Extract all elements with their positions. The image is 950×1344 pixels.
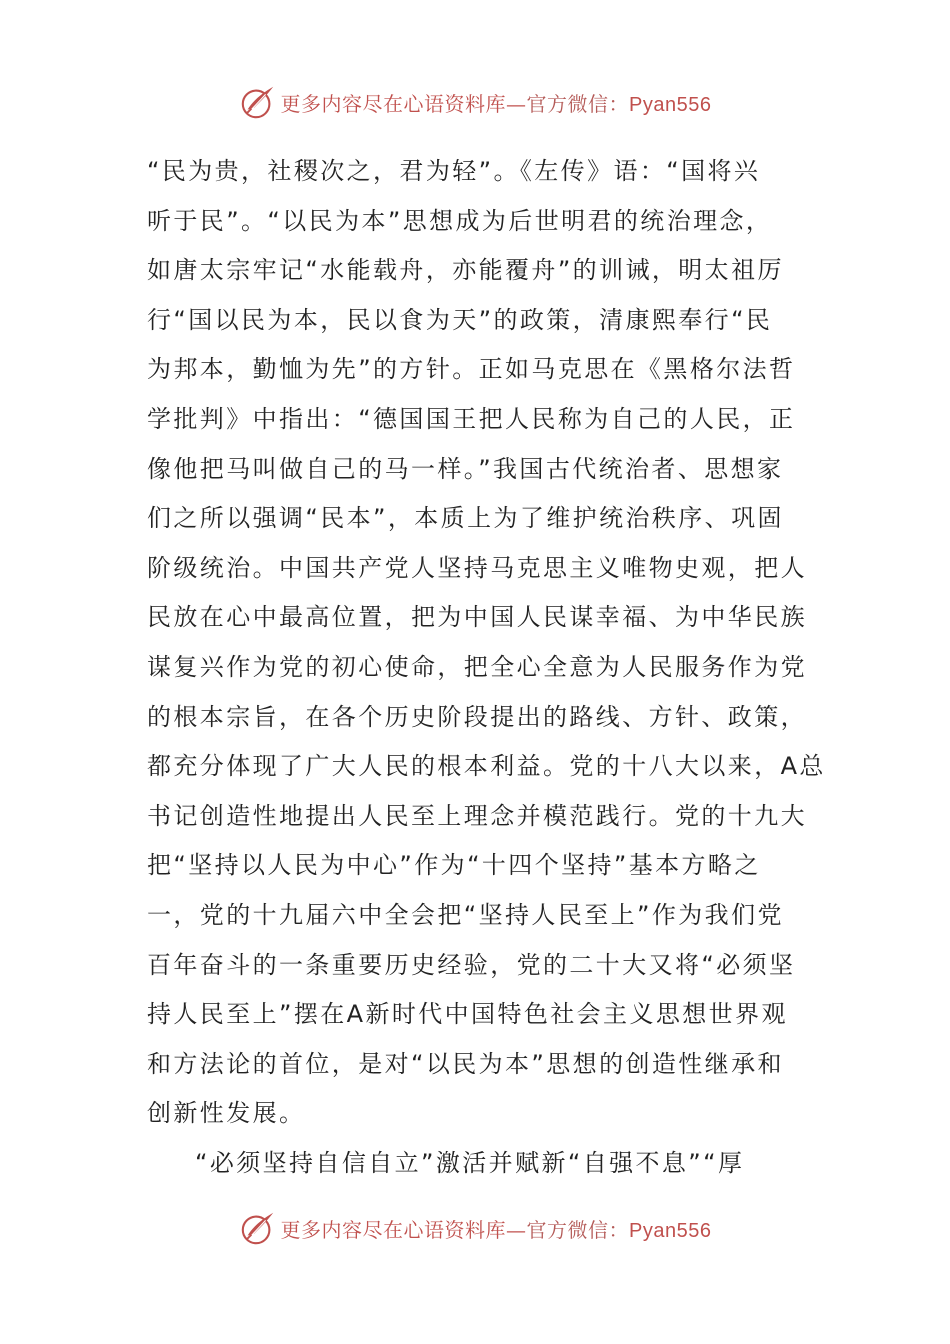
text-line: 听于民”。“以民为本”思想成为后世明君的统治理念，	[147, 206, 773, 235]
text-line: 和方法论的首位，是对“以民为本”思想的创造性继承和	[147, 1049, 784, 1078]
text-line: 如唐太宗牢记“水能载舟，亦能覆舟”的训诫，明太祖厉	[147, 256, 784, 285]
text-line: 阶级统治。中国共产党人坚持马克思主义唯物史观，把人	[147, 553, 807, 582]
banner-wechat-label: 官方微信：	[526, 1217, 630, 1242]
quill-logo-icon	[239, 1209, 277, 1247]
banner-text	[281, 1214, 712, 1243]
text-line: 为邦本，勤恤为先”的方针。正如马克思在《黑格尔法哲	[147, 355, 796, 384]
text-line: 持人民至上”摆在A新时代中国特色社会主义思想世界观	[147, 1000, 788, 1029]
text-line: 学批判》中指出：“德国国王把人民称为自己的人民，正	[147, 404, 796, 433]
text-line: 书记创造性地提出人民至上理念并模范践行。党的十九大	[147, 801, 807, 830]
banner-content	[239, 1209, 712, 1247]
banner-wechat-id: Pyan556	[629, 1219, 712, 1242]
banner-content	[239, 83, 712, 121]
banner-wechat-label: 官方微信：	[526, 91, 630, 116]
banner-site-name: 更多内容尽在心语资料库—	[280, 1217, 527, 1242]
text-line: 们之所以强调“民本”，本质上为了维护统治秩序、巩固	[147, 504, 784, 533]
text-line: 创新性发展。	[147, 1099, 306, 1128]
text-line: 都充分体现了广大人民的根本利益。党的十八大以来，A总	[147, 752, 826, 781]
text-line: 行“国以民为本，民以食为天”的政策，清康熙奉行“民	[147, 305, 773, 334]
text-line: 民放在心中最高位置，把为中国人民谋幸福、为中华民族	[147, 603, 807, 632]
text-line: 一，党的十九届六中全会把“坚持人民至上”作为我们党	[147, 900, 784, 929]
text-line: 像他把马叫做自己的马一样。”我国古代统治者、思想家	[147, 454, 784, 483]
header-banner	[0, 80, 950, 124]
banner-site-name: 更多内容尽在心语资料库—	[280, 91, 527, 116]
text-line: 的根本宗旨，在各个历史阶段提出的路线、方针、政策，	[147, 702, 807, 731]
document-body	[147, 147, 826, 1188]
text-line: 把“坚持以人民为中心”作为“十四个坚持”基本方略之	[147, 851, 761, 880]
text-line: “民为贵，社稷次之，君为轻”。《左传》语：“国将兴	[147, 157, 761, 185]
banner-wechat-id: Pyan556	[629, 93, 712, 116]
banner-text	[281, 88, 712, 117]
quill-logo-icon	[239, 83, 277, 121]
paragraph-start-line: “必须坚持自信自立”激活并赋新“自强不息”“厚	[195, 1148, 745, 1177]
text-line: 谋复兴作为党的初心使命，把全心全意为人民服务作为党	[147, 652, 807, 681]
footer-banner	[0, 1206, 950, 1250]
text-line: 百年奋斗的一条重要历史经验，党的二十大又将“必须坚	[147, 950, 796, 979]
